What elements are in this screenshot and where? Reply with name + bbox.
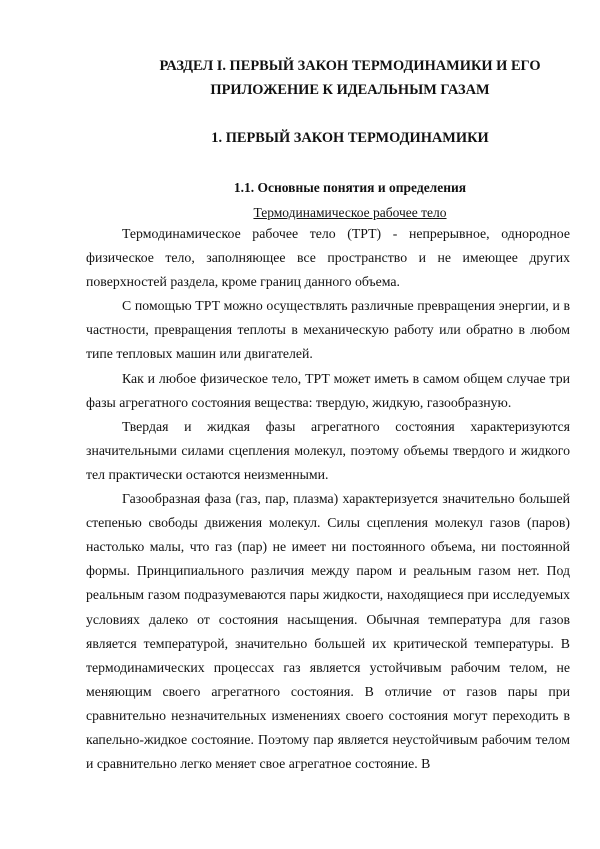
paragraph-4: Твердая и жидкая фазы агрегатного состояния характеризуются значительными силами сцепления молекул, поэтому объемы твердого и жидкого тел практически остаются неизменными. xyxy=(86,418,570,482)
paragraph-1: Термодинамическое рабочее тело (ТРТ) - непрерывное, однородное физическое тело, заполняющее все пространство и не имеющее других поверхностей раздела, кроме границ данного объема. xyxy=(86,226,570,290)
paragraph-3: Как и любое физическое тело, ТРТ может иметь в самом общем случае три фазы агрегатного состояния вещества: твердую, жидкую, газообразную. xyxy=(86,370,570,410)
topic-heading-text: Термодинамическое рабочее тело xyxy=(253,205,447,220)
topic-heading xyxy=(86,203,600,223)
section-title-line2: ПРИЛОЖЕНИЕ К ИДЕАЛЬНЫМ ГАЗАМ xyxy=(210,82,490,98)
subsection-heading: 1.1. Основные понятия и определения xyxy=(233,180,467,195)
section-title-line1: РАЗДЕЛ I. ПЕРВЫЙ ЗАКОН ТЕРМОДИНАМИКИ И ЕГО xyxy=(159,58,541,74)
chapter-heading: 1. ПЕРВЫЙ ЗАКОН ТЕРМОДИНАМИКИ xyxy=(211,130,489,146)
paragraph-2: С помощью ТРТ можно осуществлять различные превращения энергии, и в частности, превращения теплоты в механическую работу или обратно в любом типе тепловых машин или двигателей. xyxy=(86,298,570,362)
paragraph-5: Газообразная фаза (газ, пар, плазма) характеризуется значительно большей степенью свободы движения молекул. Силы сцепления молекул газов (паров) настолько малы, что газ (пар) не имеет ни постоянного объема, ни постоянной формы. Принципиального различия между паром и реальным газом нет. Под реальным газом подразумеваются пары жидкости, находящиеся при исследуемых условиях далеко от состояния насыщения. Обычная температура для газов является температурой, значительно большей их критической температуры. В термодинамических процессах газ является устойчивым рабочим телом, не меняющим своего агрегатного состояния. В отличие от газов пары при сравнительно незначительных изменениях своего состояния могут переходить в капельно-жидкое состояние. Поэтому пар является неустойчивым рабочим телом и сравнительно легко меняет свое агрегатное состояние. В xyxy=(86,491,570,772)
body-text xyxy=(86,222,570,776)
